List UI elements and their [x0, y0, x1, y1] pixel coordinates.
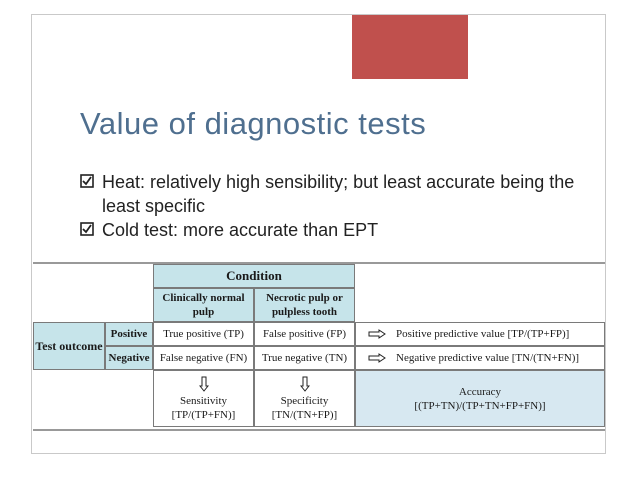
bullet-list: [80, 170, 580, 242]
specificity-cell: [254, 370, 355, 427]
right-arrow-icon: [368, 329, 386, 339]
accuracy-formula: [(TP+TN)/(TP+TN+FP+FN)]: [414, 399, 546, 412]
diagnostic-table: [33, 262, 605, 431]
accent-block: [352, 15, 468, 79]
down-arrow-icon: [300, 376, 310, 392]
npv-row: [355, 346, 605, 370]
specificity-label: Specificity: [280, 394, 329, 407]
row-group-label: Test outcome: [33, 322, 105, 370]
specificity-formula: [TN/(TN+FP)]: [271, 408, 338, 421]
down-arrow-icon: [199, 376, 209, 392]
cell-false-positive: False positive (FP): [254, 322, 355, 346]
sensitivity-formula: [TP/(TP+FN)]: [171, 408, 236, 421]
cell-true-positive: True positive (TP): [153, 322, 254, 346]
bullet-text: Heat: relatively high sensibility; but least accurate being the least specific: [102, 172, 575, 216]
bullet-item: [80, 218, 580, 242]
bullet-item: [80, 170, 580, 218]
sensitivity-cell: [153, 370, 254, 427]
ppv-row: [355, 322, 605, 346]
row-label-negative: Negative: [105, 346, 153, 370]
checkbox-bullet-icon: [80, 174, 94, 188]
right-arrow-icon: [368, 353, 386, 363]
npv-text: Negative predictive value [TN/(TN+FN)]: [396, 352, 580, 364]
bullet-text: Cold test: more accurate than EPT: [102, 220, 379, 240]
checkbox-bullet-icon: [80, 222, 94, 236]
accuracy-cell: [355, 370, 605, 427]
row-label-positive: Positive: [105, 322, 153, 346]
condition-header: Condition: [153, 264, 355, 288]
col-header-normal: Clinically normal pulp: [153, 288, 254, 322]
cell-true-negative: True negative (TN): [254, 346, 355, 370]
accuracy-label: Accuracy: [458, 385, 502, 398]
ppv-text: Positive predictive value [TP/(TP+FP)]: [396, 328, 570, 340]
col-header-necrotic: Necrotic pulp or pulpless tooth: [254, 288, 355, 322]
cell-false-negative: False negative (FN): [153, 346, 254, 370]
sensitivity-label: Sensitivity: [179, 394, 228, 407]
slide-title: Value of diagnostic tests: [80, 106, 427, 141]
